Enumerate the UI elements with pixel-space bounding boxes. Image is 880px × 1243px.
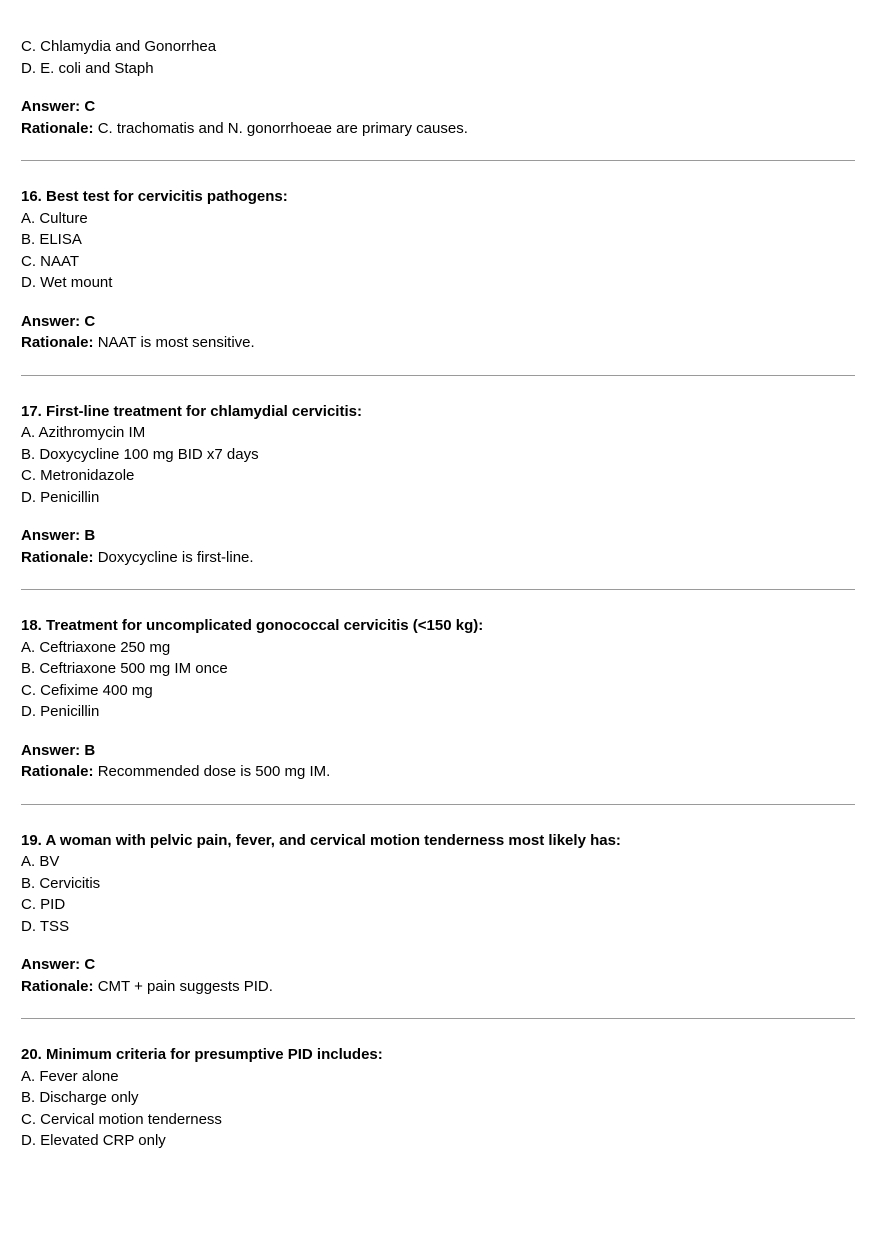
answer-value: C — [84, 956, 96, 973]
option-c: C. Cefixime 400 mg — [21, 681, 153, 699]
option-c: C. Cervical motion tenderness — [21, 1110, 222, 1128]
answer-line — [21, 96, 855, 118]
rationale-line — [21, 118, 855, 140]
option-b: B. Ceftriaxone 500 mg IM once — [21, 660, 228, 677]
option-b: B. Doxycycline 100 mg BID x7 days — [21, 445, 259, 463]
question-text: 20. Minimum criteria for presumptive PID includes: — [21, 1046, 383, 1063]
option-c: C. NAAT — [21, 252, 80, 270]
rationale-line — [21, 761, 855, 783]
option-a: A. BV — [21, 853, 60, 870]
answer-label: Answer: — [21, 98, 81, 115]
rationale-line — [21, 976, 855, 998]
answer-value: B — [84, 527, 96, 544]
option-d: D. Wet mount — [21, 274, 113, 291]
option-d: D. E. coli and Staph — [21, 59, 154, 77]
option-d: D. Elevated CRP only — [21, 1132, 166, 1149]
question-text: 16. Best test for cervicitis pathogens: — [21, 188, 288, 205]
option-c: C. Chlamydia and Gonorrhea — [21, 38, 217, 55]
option-d: D. TSS — [21, 917, 70, 935]
answer-label: Answer: — [21, 741, 81, 759]
question-block — [21, 1044, 855, 1152]
answer-line — [21, 740, 855, 762]
rationale-label: Rationale: — [21, 548, 94, 566]
option-d: D. Penicillin — [21, 488, 100, 506]
question-block — [21, 401, 855, 569]
rationale-label: Rationale: — [21, 763, 94, 780]
answer-label: Answer: — [21, 527, 81, 544]
question-block — [21, 615, 855, 783]
rationale-text: Doxycycline is first-line. — [97, 548, 254, 566]
rationale-text: CMT + pain suggests PID. — [97, 977, 273, 995]
rationale-label: Rationale: — [21, 334, 94, 351]
rationale-line — [21, 332, 855, 354]
question-block — [21, 36, 855, 139]
rationale-text: NAAT is most sensitive. — [97, 334, 255, 351]
option-a: A. Azithromycin IM — [21, 424, 146, 441]
option-d: D. Penicillin — [21, 703, 100, 720]
answer-line — [21, 311, 855, 333]
question-block — [21, 830, 855, 998]
option-a: A. Ceftriaxone 250 mg — [21, 638, 171, 656]
option-b: B. ELISA — [21, 231, 82, 248]
answer-value: B — [84, 741, 96, 759]
rationale-text: Recommended dose is 500 mg IM. — [97, 763, 331, 780]
option-a: A. Fever alone — [21, 1067, 119, 1085]
rationale-line — [21, 547, 855, 569]
answer-label: Answer: — [21, 312, 81, 330]
answer-value: C — [84, 312, 96, 330]
question-text: 19. A woman with pelvic pain, fever, and cervical motion tenderness most likely has: — [21, 831, 621, 849]
option-c: C. PID — [21, 896, 66, 913]
rationale-label: Rationale: — [21, 119, 94, 137]
answer-label: Answer: — [21, 956, 81, 973]
question-block — [21, 186, 855, 354]
question-text: 18. Treatment for uncomplicated gonococcal cervicitis (<150 kg): — [21, 617, 484, 634]
rationale-label: Rationale: — [21, 977, 94, 995]
answer-line — [21, 525, 855, 547]
option-b: B. Discharge only — [21, 1089, 139, 1106]
option-c: C. Metronidazole — [21, 467, 135, 484]
answer-line — [21, 954, 855, 976]
option-a: A. Culture — [21, 209, 88, 227]
rationale-text: C. trachomatis and N. gonorrhoeae are primary causes. — [97, 119, 468, 137]
option-b: B. Cervicitis — [21, 874, 101, 892]
answer-value: C — [84, 98, 96, 115]
question-text: 17. First-line treatment for chlamydial cervicitis: — [21, 402, 362, 420]
document-page — [21, 36, 855, 1152]
